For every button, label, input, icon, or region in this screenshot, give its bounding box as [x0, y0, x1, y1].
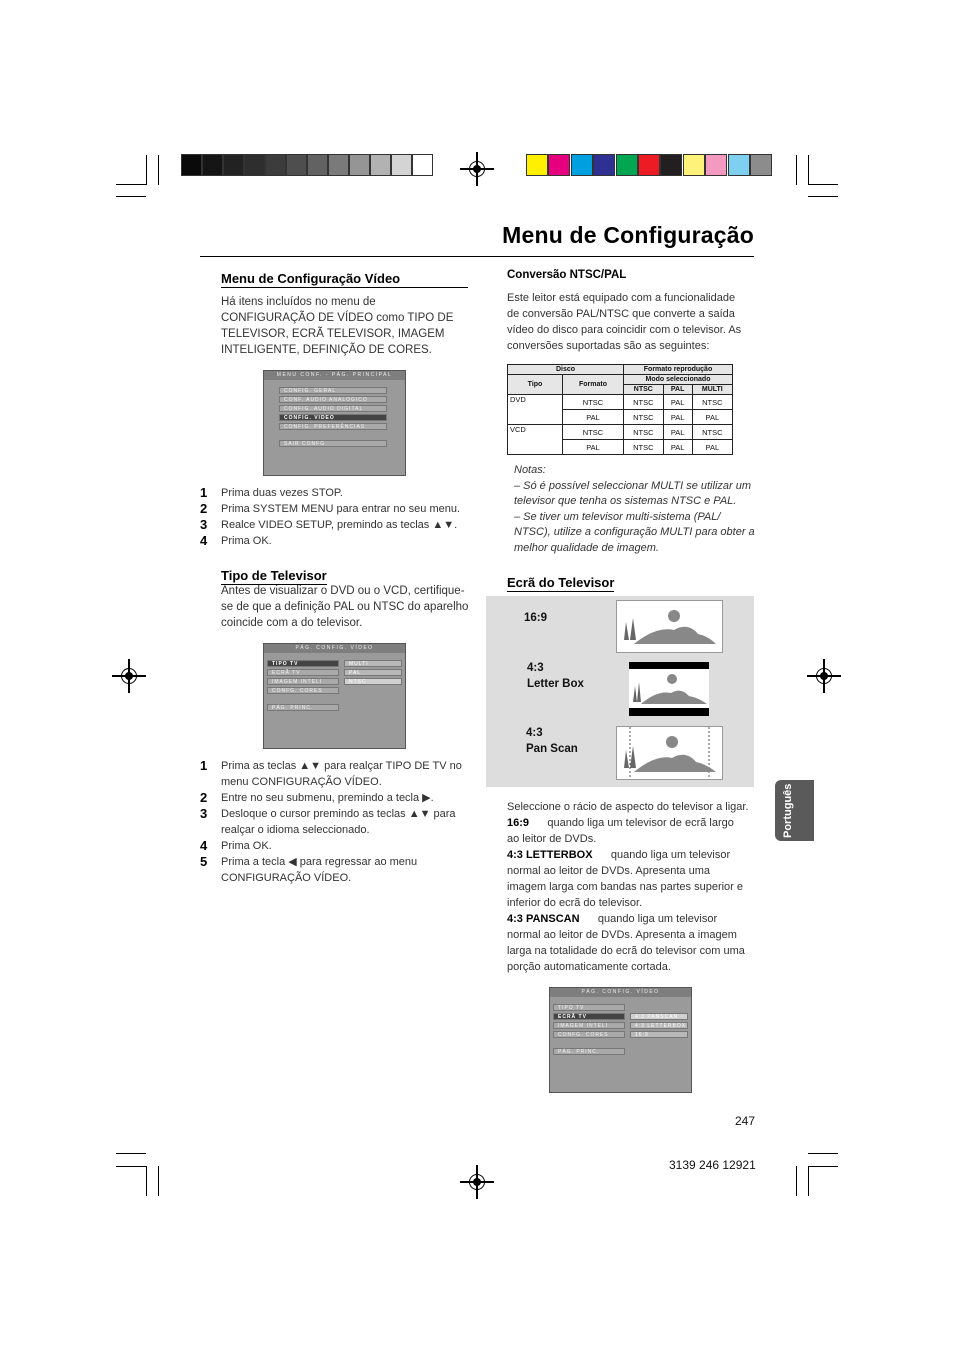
color-swatch — [705, 154, 727, 176]
table-cell: PAL — [663, 440, 692, 455]
document-code: 3139 246 12921 — [669, 1158, 756, 1172]
crop-mark — [808, 184, 838, 185]
tv-type-intro: Antes de visualizar o DVD ou o VCD, certifique- se de que a definição PAL ou NTSC do aparelho coincide com a do televisor. — [221, 585, 469, 629]
crop-mark — [116, 1166, 146, 1167]
table-cell: PAL — [663, 425, 692, 440]
color-swatch — [370, 154, 391, 176]
crop-mark — [146, 155, 147, 185]
menu-item-tv-screen: ECRÃ TV — [553, 1013, 625, 1020]
main-menu-screenshot — [263, 370, 406, 476]
tv-screen-menu-screenshot — [549, 987, 692, 1093]
header-multi: MULTI — [692, 385, 732, 395]
conversion-intro: Este leitor está equipado com a funcionalidade de conversão PAL/NTSC que converte a saída vídeo do disco para coincidir com o televisor. As conversões suportadas são as seguintes: — [507, 292, 742, 352]
color-swatch — [616, 154, 638, 176]
step-2: 2 Prima SYSTEM MENU para entrar no seu menu. — [200, 501, 461, 516]
header-selected-mode: Modo seleccionado — [624, 375, 733, 385]
step-3: 3 Realce VIDEO SETUP, premindo as teclas ▲▼. — [200, 517, 458, 532]
tv-type-menu-screenshot — [263, 643, 406, 749]
table-cell: NTSC — [692, 425, 732, 440]
tv-screen-heading: Ecrã do Televisor — [507, 575, 615, 590]
crop-mark — [808, 155, 809, 185]
registration-target-icon — [118, 665, 140, 687]
crop-mark — [146, 1166, 147, 1196]
table-cell: NTSC — [563, 395, 624, 410]
color-swatch — [526, 154, 548, 176]
header-format: Formato — [563, 375, 624, 395]
video-setup-intro: Há itens incluídos no menu de CONFIGURAÇÃO DE VÍDEO como TIPO DE TELEVISOR, ECRÃ TELEVISOR, IMAGEM INTELIGENTE, DEFINIÇÃO DE CORES. — [221, 296, 454, 356]
title-rule — [200, 256, 754, 257]
label-letterbox: 4:3 Letter Box — [527, 662, 584, 690]
step-1: 1 Prima duas vezes STOP. — [200, 485, 343, 500]
color-swatch — [286, 154, 307, 176]
crop-mark — [808, 1153, 838, 1154]
menu-item-tv-type: TIPO TV — [553, 1004, 625, 1011]
letterbox-image-icon — [629, 662, 709, 716]
registration-target-icon — [466, 158, 488, 180]
step-4: 4 Prima OK. — [200, 533, 272, 548]
registration-target-icon — [813, 665, 835, 687]
color-swatch — [244, 154, 265, 176]
table-cell: NTSC — [624, 425, 664, 440]
header-ntsc: NTSC — [624, 385, 664, 395]
language-tab — [775, 780, 814, 841]
color-swatch — [265, 154, 286, 176]
menu-header: PÁG. CONFIG. VÍDEO — [550, 988, 691, 997]
table-cell: VCD — [508, 425, 563, 455]
video-setup-heading: Menu de Configuração Vídeo — [221, 271, 468, 288]
color-swatch — [181, 154, 202, 176]
table-cell: NTSC — [624, 395, 664, 410]
widescreen-image-icon — [616, 600, 723, 653]
header-disc: Disco — [508, 365, 624, 375]
color-swatch — [571, 154, 593, 176]
crop-mark — [158, 155, 159, 185]
crop-mark — [116, 196, 146, 197]
menu-item-digital-audio: CONFIG. AUDIO DIGITAL — [279, 405, 387, 412]
submenu-item-16-9: 16:9 — [630, 1031, 688, 1038]
aspect-ratio-illustration — [486, 596, 754, 787]
menu-item-exit: SAIR CONFG — [279, 440, 387, 447]
color-swatch — [391, 154, 412, 176]
tv-step-5: 5 Prima a tecla ◀ para regressar ao menu CONFIGURAÇÃO VÍDEO. — [200, 854, 418, 884]
table-cell: NTSC — [624, 410, 664, 425]
table-cell: PAL — [692, 410, 732, 425]
submenu-item-letterbox: 4:3 LETTERBOX — [630, 1022, 688, 1029]
crop-mark — [116, 184, 146, 185]
color-swatch — [412, 154, 433, 176]
crop-mark — [808, 1166, 809, 1196]
tv-step-4: 4 Prima OK. — [200, 838, 272, 853]
color-swatch — [638, 154, 660, 176]
table-cell: NTSC — [624, 440, 664, 455]
menu-item-tv-screen: ECRÃ TV — [267, 669, 339, 676]
label-16-9: 16:9 — [524, 612, 548, 624]
header-type: Tipo — [508, 375, 563, 395]
color-swatch — [328, 154, 349, 176]
menu-header: PÁG. CONFIG. VÍDEO — [264, 644, 405, 653]
table-cell: NTSC — [563, 425, 624, 440]
color-swatch — [548, 154, 570, 176]
registration-target-icon — [466, 1171, 488, 1193]
menu-item-preferences: CONFIG. PREFERÊNCIAS — [279, 423, 387, 430]
crop-mark — [158, 1166, 159, 1196]
desc-letterbox: 4:3 LETTERBOX quando liga um televisor normal ao leitor de DVDs. Apresenta uma imagem larga com bandas nas partes superior e inferior do ecrã do televisor. — [507, 849, 744, 909]
table-cell: PAL — [563, 440, 624, 455]
tv-step-1: 1 Prima as teclas ▲▼ para realçar TIPO DE TV no menu CONFIGURAÇÃO VÍDEO. — [200, 758, 462, 788]
submenu-item-multi: MULTI — [344, 660, 402, 667]
table-cell: PAL — [663, 395, 692, 410]
menu-item-color: CONFG. CORES — [553, 1031, 625, 1038]
crop-mark — [116, 1153, 146, 1154]
menu-header: MENU CONF. - PÁG. PRINCIPAL — [264, 371, 405, 380]
page-number: 247 — [735, 1114, 756, 1128]
conversion-notes: Notas: – Só é possível seleccionar MULTI se utilizar um televisor que tenha os sistemas NTSC e PAL. – Se tiver um televisor multi-sistema (PAL/ NTSC), utilize a configuração MULTI para obter a melhor qualidade de imagem. — [514, 464, 755, 554]
panscan-image-icon — [616, 726, 723, 780]
color-swatch — [223, 154, 244, 176]
menu-item-smart-picture: IMAGEM INTELI — [267, 678, 339, 685]
header-playback-format: Formato reprodução — [624, 365, 733, 375]
desc-panscan: 4:3 PANSCAN quando liga um televisor normal ao leitor de DVDs. Apresenta a imagem larga na totalidade do ecrã do televisor com uma porção automaticamente cortada. — [507, 913, 745, 973]
screen-select-text: Seleccione o rácio de aspecto do televisor a ligar. — [507, 801, 749, 813]
color-swatch — [660, 154, 682, 176]
menu-item-general: CONFIG. GERAL — [279, 387, 387, 394]
header-pal: PAL — [663, 385, 692, 395]
table-cell: PAL — [563, 410, 624, 425]
crop-mark — [796, 1166, 797, 1196]
menu-item-smart-picture: IMAGEM INTELI — [553, 1022, 625, 1029]
color-swatch — [728, 154, 750, 176]
color-swatch — [307, 154, 328, 176]
submenu-item-pal: PAL — [344, 669, 402, 676]
table-cell: DVD — [508, 395, 563, 425]
menu-item-main-page: PÁG. PRINC. — [267, 704, 339, 711]
label-panscan: 4:3 Pan Scan — [526, 727, 578, 755]
table-cell: NTSC — [692, 395, 732, 410]
submenu-item-ntsc: NTSC — [344, 678, 402, 685]
menu-item-color: CONFG. CORES — [267, 687, 339, 694]
color-swatch — [593, 154, 615, 176]
color-swatch — [349, 154, 370, 176]
page-title: Menu de Configuração — [502, 222, 754, 248]
menu-item-main-page: PÁG. PRINC. — [553, 1048, 625, 1055]
menu-item-video: CONFIG. VIDEO — [279, 414, 387, 421]
menu-item-analog-audio: CONF. AUDIO ANALOGICO — [279, 396, 387, 403]
menu-item-tv-type: TIPO TV — [267, 660, 339, 667]
conversion-heading: Conversão NTSC/PAL — [507, 269, 627, 281]
tv-type-heading: Tipo de Televisor — [221, 568, 327, 583]
color-swatch — [202, 154, 223, 176]
color-swatch — [750, 154, 772, 176]
submenu-item-panscan: 4:3 PANSCAN — [630, 1013, 688, 1020]
tv-step-2: 2 Entre no seu submenu, premindo a tecla ▶. — [200, 790, 434, 805]
conversion-table — [507, 364, 733, 455]
desc-16-9: 16:9 quando liga um televisor de ecrã largo ao leitor de DVDs. — [507, 817, 734, 845]
tv-step-3: 3 Desloque o cursor premindo as teclas ▲▼ para realçar o idioma seleccionado. — [200, 806, 456, 836]
crop-mark — [796, 155, 797, 185]
crop-mark — [808, 196, 838, 197]
language-tab-label: Português — [782, 783, 794, 838]
color-swatch — [683, 154, 705, 176]
table-cell: PAL — [663, 410, 692, 425]
table-cell: PAL — [692, 440, 732, 455]
crop-mark — [808, 1166, 838, 1167]
